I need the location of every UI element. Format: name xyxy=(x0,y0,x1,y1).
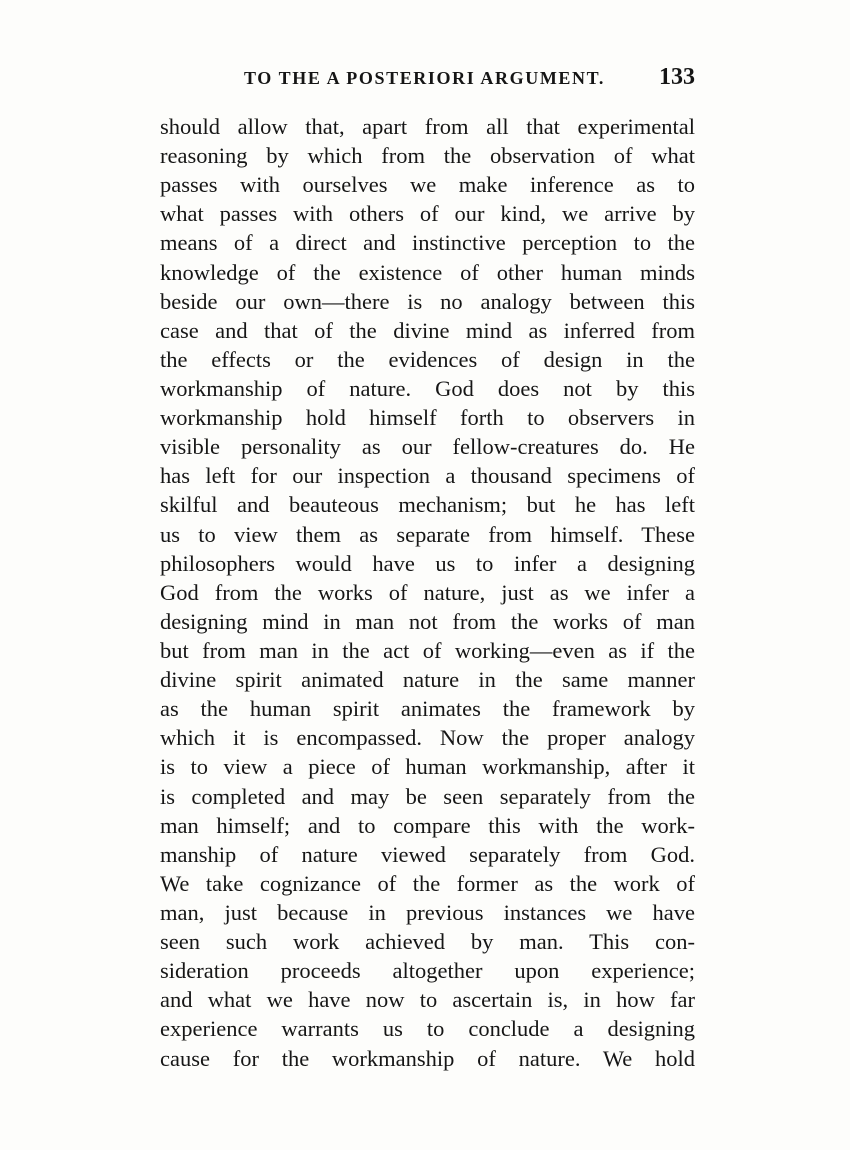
page-number: 133 xyxy=(659,64,695,90)
text-line: has left for our inspection a thousand specimens of xyxy=(160,463,695,489)
text-line: workmanship of nature. God does not by this xyxy=(160,375,695,401)
text-line: seen such work achieved by man. This con- xyxy=(160,929,695,955)
text-line: knowledge of the existence of other human minds xyxy=(160,259,695,285)
text-line: God from the works of nature, just as we infer a xyxy=(160,579,695,605)
text-line: reasoning by which from the observation of what xyxy=(160,143,695,169)
text-line: skilful and beauteous mechanism; but he has left xyxy=(160,492,695,518)
text-line: man himself; and to compare this with the work- xyxy=(160,812,695,838)
text-line: case and that of the divine mind as inferred from xyxy=(160,317,695,343)
text-line: and what we have now to ascertain is, in how far xyxy=(160,987,695,1013)
text-line: designing mind in man not from the works of man xyxy=(160,608,695,634)
running-head-title: TO THE A POSTERIORI ARGUMENT. xyxy=(244,68,605,88)
text-line: divine spirit animated nature in the same manner xyxy=(160,667,695,693)
text-line: cause for the workmanship of nature. We hold xyxy=(160,1045,695,1071)
text-line: as the human spirit animates the framework by xyxy=(160,696,695,722)
text-line: philosophers would have us to infer a designing xyxy=(160,550,695,576)
text-line: experience warrants us to conclude a designing xyxy=(160,1016,695,1042)
text-line: means of a direct and instinctive perception to the xyxy=(160,230,695,256)
text-line: man, just because in previous instances we have xyxy=(160,899,695,925)
running-head xyxy=(160,64,695,94)
text-line: should allow that, apart from all that experimental xyxy=(160,114,695,139)
text-line: visible personality as our fellow-creatures do. He xyxy=(160,434,695,460)
text-line: workmanship hold himself forth to observers in xyxy=(160,405,695,431)
text-line: passes with ourselves we make inference as to xyxy=(160,172,695,198)
text-line: is to view a piece of human workmanship, after it xyxy=(160,754,695,780)
text-line: manship of nature viewed separately from God. xyxy=(160,841,695,867)
body-text xyxy=(160,112,695,1073)
text-line: which it is encompassed. Now the proper analogy xyxy=(160,725,695,751)
text-line: is completed and may be seen separately from the xyxy=(160,783,695,809)
text-line: us to view them as separate from himself. These xyxy=(160,521,695,547)
text-line: We take cognizance of the former as the work of xyxy=(160,870,695,896)
text-line: what passes with others of our kind, we arrive by xyxy=(160,201,695,227)
text-line: the effects or the evidences of design in the xyxy=(160,346,695,372)
text-line: sideration proceeds altogether upon experience; xyxy=(160,958,695,984)
text-line: beside our own—there is no analogy between this xyxy=(160,288,695,314)
text-line: but from man in the act of working—even as if the xyxy=(160,637,695,663)
